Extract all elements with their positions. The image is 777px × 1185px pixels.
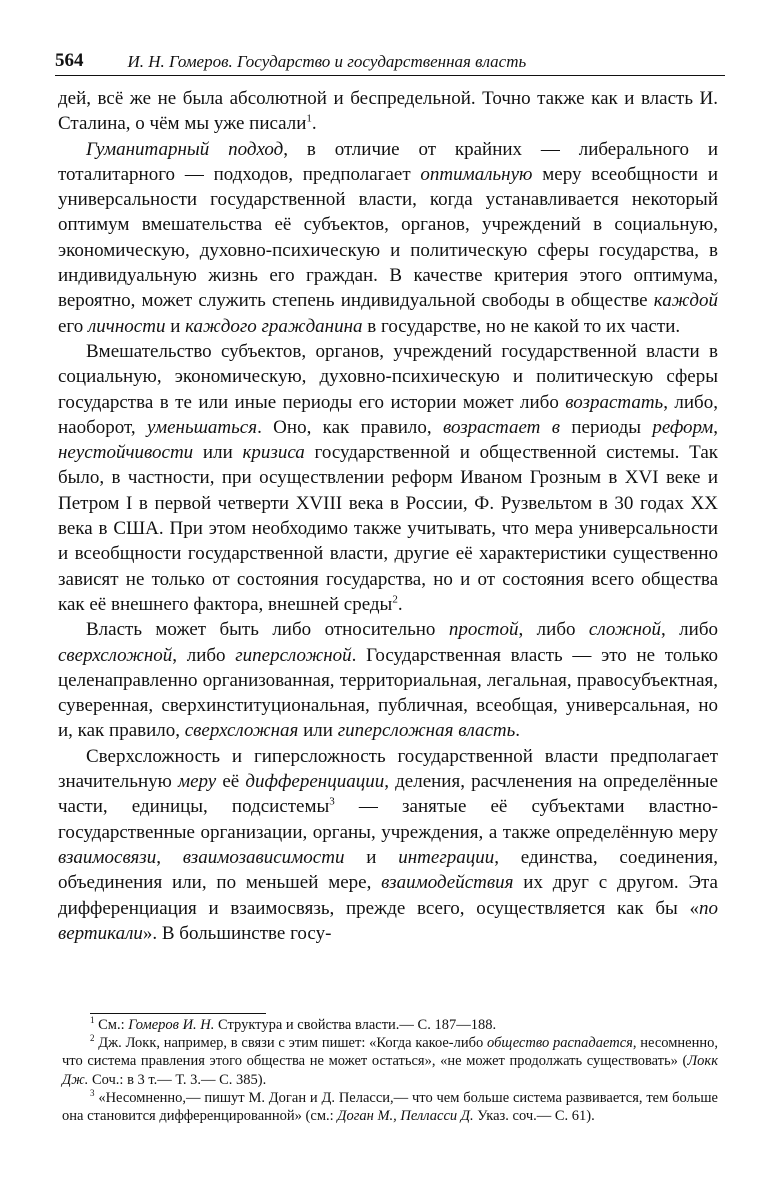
text-run: , деления, расчленения на определённые части, единицы, подсистемы [58, 771, 718, 818]
text-run: , либо [172, 644, 236, 666]
footnote-ref-3[interactable]: 3 [329, 795, 335, 808]
text-run: , несомненно, что система правления этого общества не может остаться», «не может продолжать существовать» ( [62, 1035, 718, 1070]
text-run: периоды [560, 416, 653, 438]
text-run: . [311, 113, 317, 135]
emphasis: дифференциации [245, 771, 385, 793]
text-run: . Оно, как правило, [257, 416, 443, 438]
text-run: «Несомненно,— пишут М. Доган и Д. Пеласси,— что чем больше система развивается, тем больше она становится дифференцированной» (см.: [62, 1089, 718, 1125]
emphasis: взаимозависимости [182, 846, 345, 868]
text-run: . [397, 593, 403, 615]
emphasis: сверхсложной [58, 644, 173, 666]
text-run: , [156, 846, 183, 868]
emphasis: Гомеров И. Н. [128, 1017, 215, 1033]
paragraph-3 [58, 339, 718, 617]
paragraph-1 [58, 86, 718, 137]
text-run: , [713, 416, 718, 438]
text-run: Власть может быть либо относительно [86, 619, 449, 641]
text-run: Сверхсложность и гиперсложность государственной власти предполагает значительную [58, 745, 718, 793]
paragraph-4 [58, 617, 718, 743]
text-run: меру всеобщности и универсальности государственной власти, когда устанавливается некоторый оптимум вмешательства её субъектов, органов, учреждений в социальную, экономическую, духовно-психическую и политическую сферы государства, в индивидуальную жизнь его граждан. В качестве критерия этого оптимума, вероятно, может служить степень индивидуальной свободы в обществе [58, 163, 718, 312]
text-run: Указ. соч.— С. 61). [473, 1108, 595, 1125]
emphasis: гиперсложной [235, 644, 352, 666]
emphasis: кризиса [242, 442, 305, 464]
emphasis: неустойчивости [58, 442, 194, 464]
text-run: их друг с другом. Эта дифференциация и взаимосвязь, прежде всего, осуществляется как бы « [58, 872, 718, 919]
text-run: , в отличие от крайних — либерального и тоталитарного — подходов, предполагает [58, 138, 719, 185]
emphasis: сверхсложная [184, 720, 299, 742]
emphasis: уменьшаться [147, 416, 258, 438]
emphasis: взаимосвязи [58, 846, 157, 868]
paragraph-5 [58, 744, 718, 946]
text-run: государственной и общественной системы. Так было, в частности, при осуществлении реформ Иваном Грозным в XVI веке и Петром I в первой четверти XVIII века в России, Ф. Рузвельтом в 30 годах XX века в США. При этом необходимо также учитывать, что мера универсальности и всеобщности государственной власти, другие её характеристики существенно зависят не только от состояния государства, но и от состояния всего общества как её внешнего фактора, внешней среды [58, 442, 718, 615]
emphasis: личности [88, 315, 166, 337]
footnote-mark: 1 [90, 1015, 95, 1026]
text-run: дей, всё же не была абсолютной и беспредельной. Точно также как и власть И. Сталина, о чём мы уже писали [58, 88, 718, 135]
emphasis: интеграции [398, 846, 495, 868]
footnote-2 [62, 1034, 718, 1089]
text-run: , либо [661, 619, 718, 641]
text-run: и [165, 315, 186, 337]
text-run: , либо [518, 619, 589, 641]
footnotes [62, 1016, 718, 1125]
emphasis: гиперсложная власть [337, 720, 516, 742]
text-run: или [193, 442, 243, 464]
emphasis: общество распадается [487, 1035, 633, 1052]
emphasis: Доган М., Пелласси Д. [337, 1108, 474, 1125]
footnote-ref-2[interactable]: 2 [392, 593, 398, 606]
emphasis: каждого гражданина [185, 315, 363, 337]
emphasis: Локк Дж. [62, 1053, 718, 1088]
emphasis: простой [448, 619, 519, 641]
text-run: его [58, 315, 89, 337]
text-run: , единства, соединения, объединения или, по меньшей мере, [58, 846, 719, 894]
text-run: её [216, 771, 246, 793]
emphasis: меру [177, 771, 217, 793]
page-number: 564 [55, 50, 84, 71]
text-run: См.: [94, 1017, 129, 1033]
text-run: ». В большинстве госу- [142, 922, 332, 944]
text-run: Дж. Локк, например, в связи с этим пишет: «Когда какое-либо [94, 1035, 488, 1052]
footnote-separator [90, 1013, 266, 1014]
emphasis: реформ [652, 416, 714, 438]
text-run: или [298, 720, 338, 742]
emphasis: возрастает в [442, 416, 560, 438]
header-rule [55, 75, 725, 76]
emphasis: возрастать [565, 391, 664, 413]
footnote-ref-1[interactable]: 1 [306, 112, 312, 125]
footnote-mark: 2 [90, 1033, 95, 1044]
text-run: в государстве, но не какой то их части. [362, 315, 681, 337]
text-run: . Государственная власть — это не только целенаправленно организованная, территориальная, легальная, правосубъектная, суверенная, сверхинституциональная, публичная, всеобщая, универсальная, но и, как правило, [58, 644, 718, 742]
footnote-3 [62, 1089, 718, 1125]
paragraph-2 [58, 137, 718, 339]
footnote-mark: 3 [90, 1087, 95, 1098]
text-run: Вмешательство субъектов, органов, учреждений государственной власти в социальную, экономическую, духовно-психическую и политическую сферы государства в те или иные периоды его истории может либо [58, 340, 718, 413]
text-run: Структура и свойства власти.— С. 187—188. [214, 1017, 497, 1033]
running-title: И. Н. Гомеров. Государство и государственная власть [127, 52, 527, 71]
emphasis: оптимальную [420, 163, 533, 185]
text-run: Соч.: в 3 т.— Т. 3.— С. 385). [88, 1071, 267, 1088]
emphasis: Гуманитарный подход [86, 138, 284, 160]
running-head [55, 42, 725, 72]
emphasis: сложной [588, 619, 661, 641]
emphasis: взаимодействия [381, 872, 514, 894]
text-run: — занятые её субъектами властно-государственные организации, органы, учреждения, а также определённую меру [58, 796, 718, 843]
text-run: , либо, наоборот, [58, 391, 718, 438]
text-run: . [515, 720, 521, 742]
text-run: и [344, 846, 399, 868]
footnote-1 [62, 1016, 718, 1034]
main-text [58, 86, 718, 946]
emphasis: по вертикали [58, 897, 718, 944]
emphasis: каждой [653, 290, 718, 312]
